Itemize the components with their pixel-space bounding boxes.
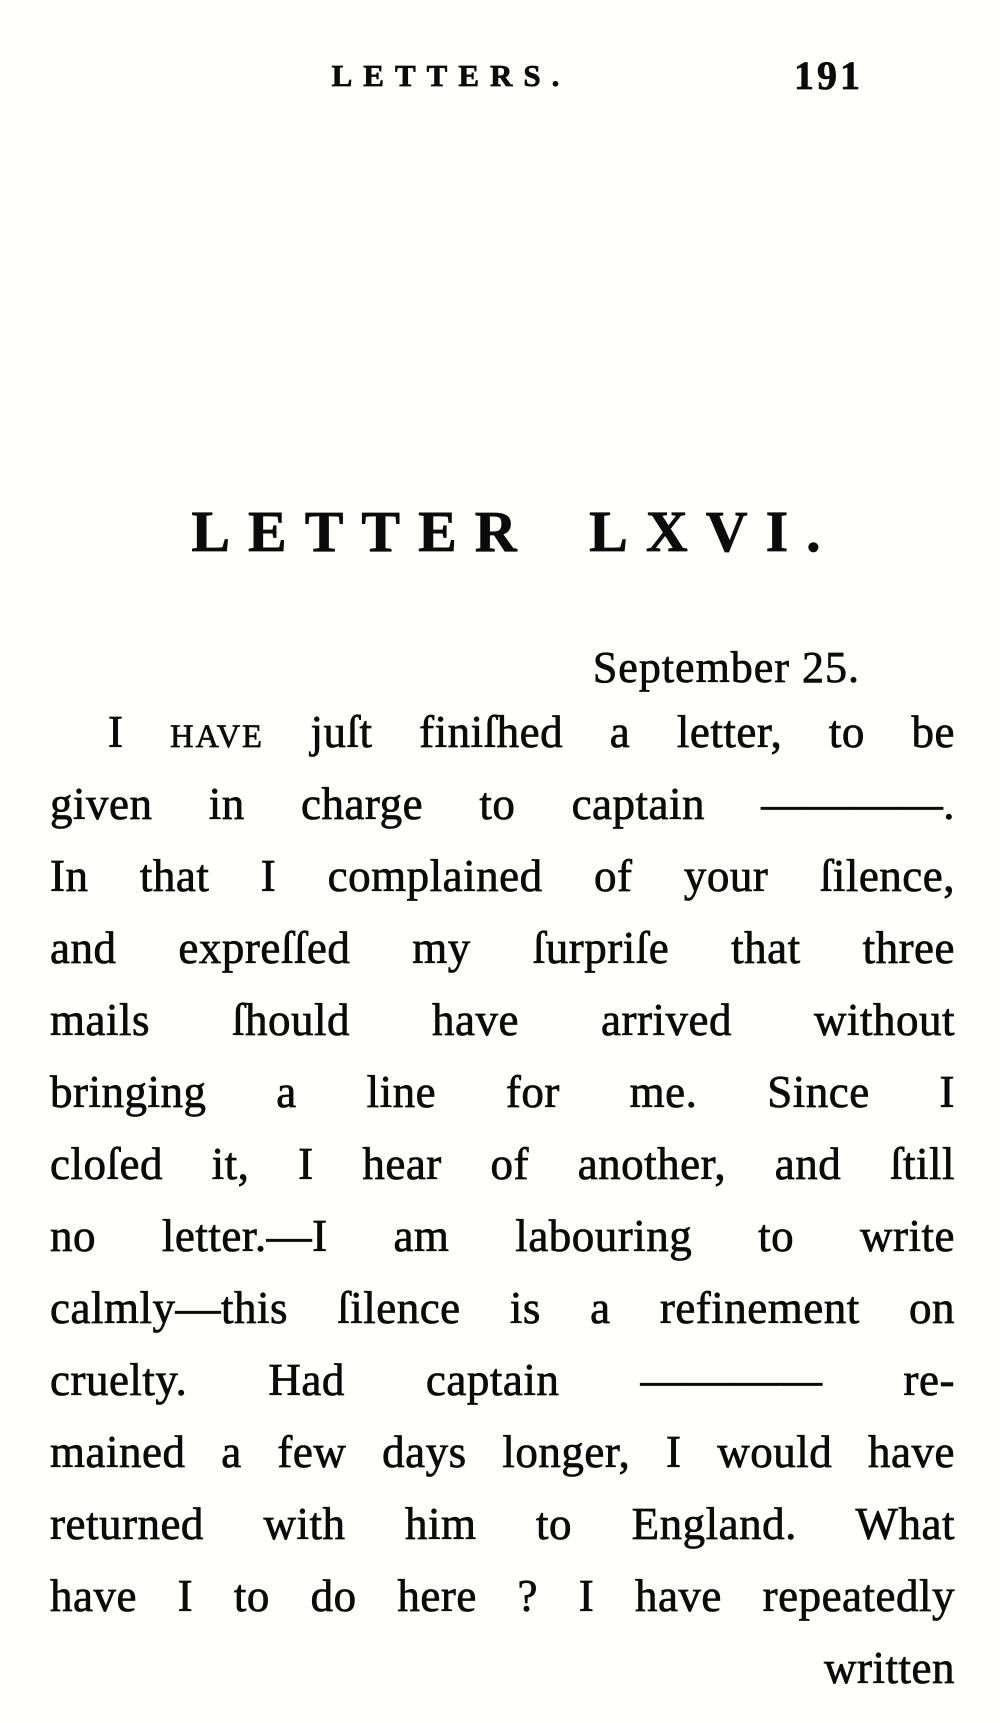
body-line-opening xyxy=(50,696,955,768)
running-title: LETTERS. xyxy=(331,58,571,93)
body-line: In that I complained of your ſilence, xyxy=(50,851,955,901)
catchword: written xyxy=(824,1643,955,1693)
body-line: no letter.—I am labouring to write xyxy=(50,1211,955,1261)
letter-body xyxy=(50,696,955,1704)
body-line: calmly—this ſilence is a refinement on xyxy=(50,1283,955,1333)
body-line: have I to do here ? I have repeatedly xyxy=(50,1571,955,1621)
dateline: September 25. xyxy=(592,643,860,692)
body-line: returned with him to England. What xyxy=(50,1499,955,1549)
body-line: given in charge to captain ————. xyxy=(50,779,955,829)
body-line: cruelty. Had captain ———— re- xyxy=(50,1355,955,1405)
page-number: 191 xyxy=(794,53,863,98)
body-line: mained a few days longer, I would have xyxy=(50,1427,955,1477)
opening-pre: I xyxy=(108,707,171,757)
body-line: bringing a line for me. Since I xyxy=(50,1067,955,1117)
body-line: mails ſhould have arrived without xyxy=(50,995,955,1045)
body-line: and expreſſed my ſurpriſe that three xyxy=(50,923,955,973)
body-line: cloſed it, I hear of another, and ſtill xyxy=(50,1139,955,1189)
letter-heading: LETTER LXVI. xyxy=(191,499,839,564)
opening-smallcaps: HAVE xyxy=(170,719,264,755)
opening-rest: juſt finiſhed a letter, to be xyxy=(263,707,955,757)
